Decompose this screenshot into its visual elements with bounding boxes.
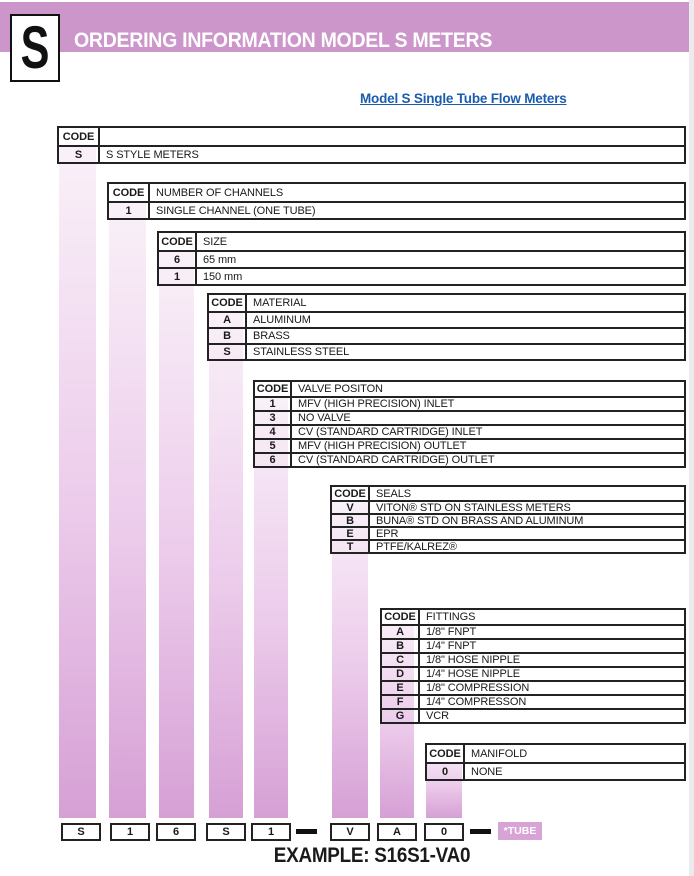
code-cell: 6 xyxy=(255,454,292,466)
code-header-cell: CODE xyxy=(59,128,100,145)
desc-cell: 1/8" FNPT xyxy=(420,626,684,638)
code-box-fittings: A xyxy=(377,823,417,841)
table-row xyxy=(255,438,684,452)
table-style-meters xyxy=(57,126,686,164)
table-row xyxy=(382,624,684,638)
code-box-material: S xyxy=(206,823,246,841)
code-header-cell: CODE xyxy=(109,184,150,201)
code-cell: S xyxy=(59,147,100,162)
desc-cell: NONE xyxy=(465,764,684,779)
code-cell: V xyxy=(332,502,370,513)
desc-cell: NO VALVE xyxy=(292,412,684,424)
table-seals xyxy=(330,485,686,554)
desc-cell: 1/8" HOSE NIPPLE xyxy=(420,654,684,666)
logo xyxy=(10,14,60,82)
code-cell: 1 xyxy=(109,203,150,218)
code-cell: D xyxy=(382,668,420,680)
table-row xyxy=(332,513,684,526)
desc-cell: VITON® STD ON STAINLESS METERS xyxy=(370,502,684,513)
code-box-manifold: 0 xyxy=(424,823,464,841)
table-row xyxy=(255,424,684,438)
page-title: ORDERING INFORMATION MODEL S METERS xyxy=(74,29,493,52)
desc-cell: CV (STANDARD CARTRIDGE) OUTLET xyxy=(292,454,684,466)
code-cell: 5 xyxy=(255,440,292,452)
table-manifold xyxy=(425,743,686,781)
tube-box: *TUBE xyxy=(498,822,542,840)
bar-size xyxy=(159,233,194,818)
desc-cell: PTFE/KALREZ® xyxy=(370,541,684,552)
table-title-cell: MANIFOLD xyxy=(465,745,684,762)
logo-letter: S xyxy=(20,14,50,81)
code-cell: E xyxy=(382,682,420,694)
table-row xyxy=(332,526,684,539)
desc-cell: S STYLE METERS xyxy=(100,147,684,162)
code-cell: F xyxy=(382,696,420,708)
table-row xyxy=(59,145,684,162)
table-fittings xyxy=(380,608,686,724)
table-material xyxy=(207,293,686,361)
dash-separator xyxy=(296,829,317,834)
desc-cell: BRASS xyxy=(247,329,684,343)
code-header-cell: CODE xyxy=(427,745,465,762)
table-title-cell: SEALS xyxy=(370,487,684,500)
desc-cell: EPR xyxy=(370,528,684,539)
table-row xyxy=(255,452,684,466)
dash-separator xyxy=(470,829,491,834)
bar-channels xyxy=(109,184,146,818)
code-box-size: 6 xyxy=(156,823,196,841)
code-cell: 3 xyxy=(255,412,292,424)
table-row xyxy=(209,311,684,327)
scan-edge xyxy=(689,0,694,876)
desc-cell: 1/4" COMPRESSON xyxy=(420,696,684,708)
desc-cell: 65 mm xyxy=(197,252,684,267)
code-cell: 1 xyxy=(159,269,197,284)
code-cell: C xyxy=(382,654,420,666)
table-title-cell: FITTINGS xyxy=(420,610,684,624)
table-row xyxy=(109,201,684,218)
code-cell: E xyxy=(332,528,370,539)
table-header-row xyxy=(382,610,684,624)
code-header-cell: CODE xyxy=(209,295,247,311)
code-cell: S xyxy=(209,345,247,359)
table-number-of-channels xyxy=(107,182,686,220)
table-row xyxy=(382,708,684,722)
code-box-seals: V xyxy=(330,823,370,841)
table-title-cell: MATERIAL xyxy=(247,295,684,311)
code-cell: T xyxy=(332,541,370,552)
code-box-style: S xyxy=(61,823,101,841)
table-title-cell: VALVE POSITON xyxy=(292,382,684,396)
table-row xyxy=(332,500,684,513)
table-row xyxy=(427,762,684,779)
desc-cell: ALUMINUM xyxy=(247,313,684,327)
table-header-row xyxy=(109,184,684,201)
desc-cell: 1/8" COMPRESSION xyxy=(420,682,684,694)
code-cell: 0 xyxy=(427,764,465,779)
table-row xyxy=(332,539,684,552)
table-row xyxy=(255,410,684,424)
code-cell: G xyxy=(382,710,420,722)
table-header-row xyxy=(159,233,684,250)
code-header-cell: CODE xyxy=(159,233,197,250)
table-row xyxy=(382,652,684,666)
table-size xyxy=(157,231,686,286)
code-header-cell: CODE xyxy=(382,610,420,624)
code-box-channels: 1 xyxy=(110,823,150,841)
table-title-cell xyxy=(100,128,684,145)
desc-cell: SINGLE CHANNEL (ONE TUBE) xyxy=(150,203,684,218)
code-cell: B xyxy=(209,329,247,343)
table-row xyxy=(209,343,684,359)
table-title-cell: NUMBER OF CHANNELS xyxy=(150,184,684,201)
desc-cell: 1/4" FNPT xyxy=(420,640,684,652)
desc-cell: 150 mm xyxy=(197,269,684,284)
desc-cell: 1/4" HOSE NIPPLE xyxy=(420,668,684,680)
table-row xyxy=(382,680,684,694)
table-row xyxy=(209,327,684,343)
table-title-cell: SIZE xyxy=(197,233,684,250)
code-cell: 6 xyxy=(159,252,197,267)
example-code: EXAMPLE: S16S1-VA0 xyxy=(273,844,471,867)
table-row xyxy=(255,396,684,410)
table-header-row xyxy=(59,128,684,145)
table-header-row xyxy=(332,487,684,500)
code-cell: 1 xyxy=(255,398,292,410)
code-cell: 4 xyxy=(255,426,292,438)
code-cell: B xyxy=(382,640,420,652)
code-cell: A xyxy=(209,313,247,327)
flow-meters-link[interactable]: Model S Single Tube Flow Meters xyxy=(360,91,567,106)
desc-cell: MFV (HIGH PRECISION) INLET xyxy=(292,398,684,410)
desc-cell: VCR xyxy=(420,710,684,722)
code-cell: B xyxy=(332,515,370,526)
table-valve-position xyxy=(253,380,686,468)
table-row xyxy=(382,638,684,652)
code-header-cell: CODE xyxy=(255,382,292,396)
code-box-valve: 1 xyxy=(251,823,291,841)
bar-style xyxy=(59,128,96,818)
bar-material xyxy=(209,295,243,818)
table-row xyxy=(159,250,684,267)
desc-cell: BUNA® STD ON BRASS AND ALUMINUM xyxy=(370,515,684,526)
table-row xyxy=(159,267,684,284)
table-row xyxy=(382,694,684,708)
table-row xyxy=(382,666,684,680)
table-header-row xyxy=(209,295,684,311)
code-cell: A xyxy=(382,626,420,638)
desc-cell: CV (STANDARD CARTRIDGE) INLET xyxy=(292,426,684,438)
desc-cell: MFV (HIGH PRECISION) OUTLET xyxy=(292,440,684,452)
table-header-row xyxy=(255,382,684,396)
desc-cell: STAINLESS STEEL xyxy=(247,345,684,359)
code-header-cell: CODE xyxy=(332,487,370,500)
table-header-row xyxy=(427,745,684,762)
